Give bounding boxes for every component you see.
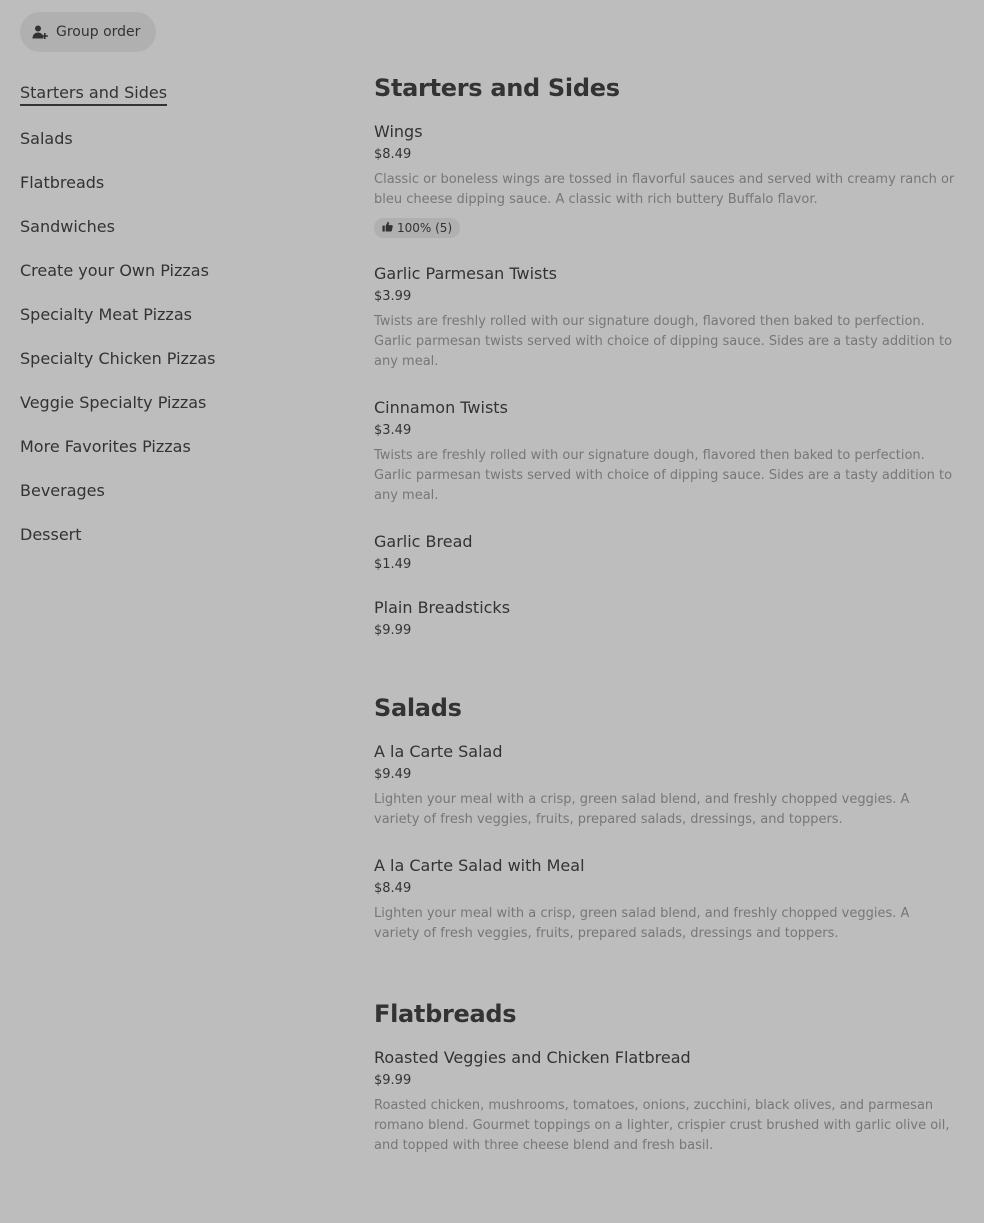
menu-section: [374, 1000, 956, 1156]
section-title: Salads: [374, 694, 462, 722]
menu-item[interactable]: [374, 264, 956, 372]
sidebar-item-veggie-specialty-pizzas[interactable]: [20, 380, 320, 424]
sidebar-item-label: More Favorites Pizzas: [20, 436, 191, 456]
sidebar-item-label: Create your Own Pizzas: [20, 260, 209, 280]
item-description: Twists are freshly rolled with our signature dough, flavored then baked to perfection. Garlic parmesan twists served with choice of dipping sauce. Sides are a tasty addition to any meal.: [374, 314, 953, 369]
item-name: Cinnamon Twists: [374, 398, 508, 417]
menu-item[interactable]: [374, 598, 956, 638]
sidebar-item-salads[interactable]: [20, 116, 320, 160]
item-name: Wings: [374, 122, 423, 141]
section-title: Starters and Sides: [374, 74, 620, 102]
item-price: $3.49: [374, 423, 412, 438]
item-description: Lighten your meal with a crisp, green salad blend, and freshly chopped veggies. A variety of fresh veggies, fruits, prepared salads, dressings and toppers.: [374, 906, 910, 941]
menu-content: [374, 74, 956, 1212]
item-price: $1.49: [374, 557, 412, 572]
menu-item[interactable]: [374, 856, 956, 944]
sidebar-item-label: Flatbreads: [20, 172, 105, 192]
item-name: A la Carte Salad: [374, 742, 503, 761]
item-description: Classic or boneless wings are tossed in flavorful sauces and served with creamy ranch or bleu cheese dipping sauce. A classic with rich buttery Buffalo flavor.: [374, 172, 955, 207]
item-price: $8.49: [374, 147, 412, 162]
sidebar-item-dessert[interactable]: [20, 512, 320, 556]
sidebar-item-label: Specialty Chicken Pizzas: [20, 348, 216, 368]
menu-item[interactable]: [374, 398, 956, 506]
item-description: Roasted chicken, mushrooms, tomatoes, onions, zucchini, black olives, and parmesan romano blend. Gourmet toppings on a lighter, crispier crust brushed with garlic olive oil, and topped with three cheese blend and fresh basil.: [374, 1098, 950, 1153]
sidebar-item-more-favorites-pizzas[interactable]: [20, 424, 320, 468]
item-price: $8.49: [374, 881, 412, 896]
thumbs-up-icon: [382, 221, 393, 235]
menu-item[interactable]: [374, 122, 956, 238]
item-price: $9.99: [374, 1073, 412, 1088]
group-order-label: Group order: [56, 24, 141, 40]
item-price: $3.99: [374, 289, 412, 304]
sidebar-item-flatbreads[interactable]: [20, 160, 320, 204]
sidebar-item-specialty-chicken-pizzas[interactable]: [20, 336, 320, 380]
item-description: Lighten your meal with a crisp, green salad blend, and freshly chopped veggies. A variety of fresh veggies, fruits, prepared salads, dressings, and toppers.: [374, 792, 910, 827]
item-description: Twists are freshly rolled with our signature dough, flavored then baked to perfection. Garlic parmesan twists served with choice of dipping sauce. Sides are a tasty addition to any meal.: [374, 448, 953, 503]
item-name: Garlic Parmesan Twists: [374, 264, 557, 283]
sidebar-item-label: Sandwiches: [20, 216, 115, 236]
rating-text: 100% (5): [397, 221, 453, 235]
category-sidebar: [20, 72, 320, 556]
menu-section: [374, 694, 956, 944]
menu-item[interactable]: [374, 532, 956, 572]
item-price: $9.99: [374, 623, 412, 638]
sidebar-item-label: Starters and Sides: [20, 83, 167, 106]
sidebar-item-label: Beverages: [20, 480, 105, 500]
group-order-button[interactable]: [20, 12, 156, 52]
item-name: Plain Breadsticks: [374, 598, 511, 617]
section-title: Flatbreads: [374, 1000, 517, 1028]
sidebar-item-label: Veggie Specialty Pizzas: [20, 392, 207, 412]
menu-section: [374, 74, 956, 638]
sidebar-item-beverages[interactable]: [20, 468, 320, 512]
item-price: $9.49: [374, 767, 412, 782]
sidebar-item-label: Salads: [20, 128, 73, 148]
item-name: A la Carte Salad with Meal: [374, 856, 585, 875]
rating-badge: [374, 218, 460, 238]
item-name: Garlic Bread: [374, 532, 473, 551]
sidebar-item-starters-and-sides[interactable]: [20, 72, 320, 116]
sidebar-item-sandwiches[interactable]: [20, 204, 320, 248]
person-add-icon: [32, 24, 48, 40]
sidebar-item-create-your-own-pizzas[interactable]: [20, 248, 320, 292]
item-name: Roasted Veggies and Chicken Flatbread: [374, 1048, 691, 1067]
menu-item[interactable]: [374, 742, 956, 830]
sidebar-item-label: Dessert: [20, 524, 82, 544]
menu-item[interactable]: [374, 1048, 956, 1156]
sidebar-item-label: Specialty Meat Pizzas: [20, 304, 192, 324]
sidebar-item-specialty-meat-pizzas[interactable]: [20, 292, 320, 336]
